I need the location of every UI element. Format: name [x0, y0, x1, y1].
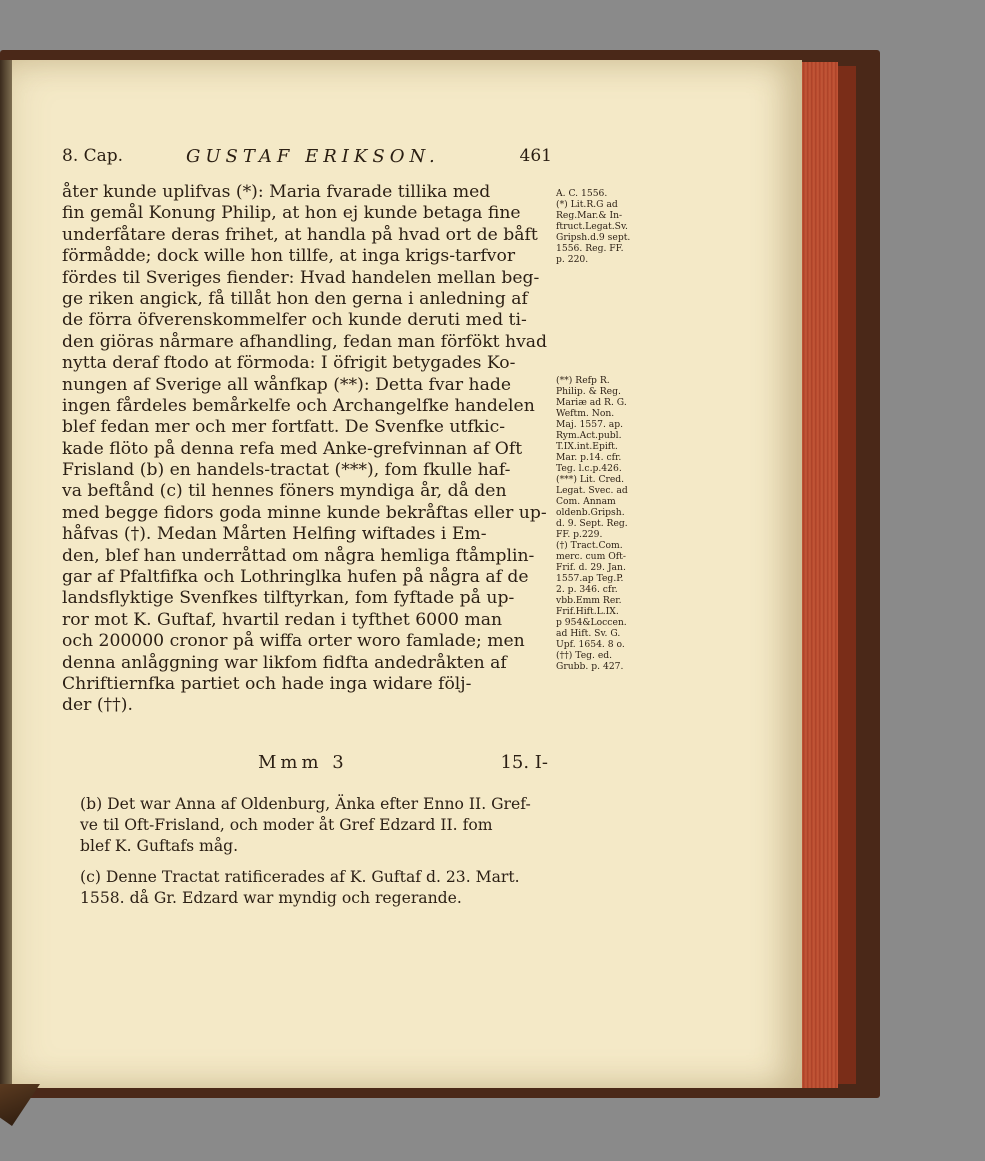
text-line: Chriftiernfka partiet och hade inga widare följ-	[62, 673, 472, 694]
margin-note-line	[556, 364, 644, 375]
margin-note-line	[556, 331, 644, 342]
text-line: Frisland (b) en handels-tractat (***), fom fkulle haf-	[62, 460, 511, 481]
margin-note-line	[556, 265, 644, 276]
margin-note-line: (†) Tract.Com.	[556, 540, 623, 551]
margin-note-line	[556, 342, 644, 353]
text-line: fin gemål Konung Philip, at hon ej kunde betaga fine	[62, 203, 521, 224]
footnote-line: blef K. Guftafs måg.	[80, 837, 239, 855]
marginal-notes	[556, 188, 644, 672]
footnote-gap	[80, 857, 550, 867]
margin-note-line: Frif.Hift.L.IX.	[556, 606, 619, 617]
text-line: ror mot K. Guftaf, hvartil redan i tyfthet 6000 man	[62, 609, 503, 630]
running-header	[62, 146, 552, 176]
text-line: landsflyktige Svenfkes tilftyrkan, fom fyftade på up-	[62, 588, 515, 609]
margin-note-line	[556, 276, 644, 287]
text-line: gar af Pfaltfifka och Lothringlka hufen på några af de	[62, 567, 529, 588]
text-line: underfåtare deras frihet, at handla på hvad ort de båft	[62, 224, 538, 245]
footnotes-block	[80, 794, 550, 909]
margin-note-line: Teg. l.c.p.426.	[556, 463, 622, 474]
margin-note-line: 1557.ap Teg.P.	[556, 573, 624, 584]
margin-note-line: (††) Teg. ed.	[556, 650, 613, 661]
margin-note-line: Rym.Act.publ.	[556, 430, 622, 441]
text-line: den, blef han underråttad om några hemliga ftåmplin-	[62, 545, 535, 566]
text-line: de förra öfverenskommelfer och kunde deruti med ti-	[62, 310, 527, 331]
text-line: kade flöto på denna refa med Anke-grefvinnan af Oft	[62, 438, 523, 459]
page-number: 461	[519, 146, 552, 166]
margin-note-line: Frif. d. 29. Jan.	[556, 562, 626, 573]
margin-note-line: A. C. 1556.	[556, 188, 608, 199]
margin-note-line: ad Hift. Sv. G.	[556, 628, 621, 639]
margin-note-line	[556, 287, 644, 298]
margin-note-line: Grubb. p. 427.	[556, 661, 624, 672]
text-line: förmådde; dock wille hon tillfe, at inga krigs-tarfvor	[62, 246, 516, 267]
margin-note-line: merc. cum Oft-	[556, 551, 626, 562]
margin-note-line: p. 220.	[556, 254, 589, 265]
text-line: nytta deraf ftodo at förmoda: I öfrigit betygades Ko-	[62, 353, 516, 374]
text-line: der (††).	[62, 695, 133, 716]
margin-note-line: T.IX.int.Epift.	[556, 441, 618, 452]
text-line: va beftånd (c) til hennes föners myndiga år, då den	[62, 481, 507, 502]
text-line: med begge fidors goda minne kunde bekråftas eller up-	[62, 502, 547, 523]
footnote-line: (c) Denne Tractat ratificerades af K. Guftaf d. 23. Mart.	[80, 868, 520, 886]
margin-note-line: Upf. 1654. 8 o.	[556, 639, 625, 650]
text-line: nungen af Sverige all wånfkap (**): Detta fvar hade	[62, 374, 512, 395]
page-foot-line	[62, 752, 554, 778]
footnote-line: (b) Det war Anna af Oldenburg, Änka efter Enno II. Gref-	[80, 795, 531, 813]
margin-note-line: Reg.Mar.& In-	[556, 210, 623, 221]
margin-note-line: Gripsh.d.9 sept.	[556, 232, 631, 243]
margin-note-line: Weftm. Non.	[556, 408, 615, 419]
margin-note-line: 1556. Reg. FF.	[556, 243, 624, 254]
footnote-line: 1558. då Gr. Edzard war myndig och regerande.	[80, 889, 462, 907]
text-line: fördes til Sveriges fiender: Hvad handelen mellan beg-	[62, 267, 540, 288]
margin-note-line	[556, 320, 644, 331]
footnote-line: ve til Oft-Frisland, och moder åt Gref Edzard II. fom	[80, 816, 493, 834]
margin-note-line: p 954&Loccen.	[556, 617, 627, 628]
catchword: 15. I-	[500, 752, 548, 773]
margin-note-line: FF. p.229.	[556, 529, 603, 540]
cover-edge	[838, 66, 856, 1084]
text-line: åter kunde uplifvas (*): Maria fvarade tillika med	[62, 182, 491, 202]
text-line: ingen fårdeles bemårkelfe och Archangelfke handelen	[62, 395, 535, 416]
margin-note-line: ftruct.Legat.Sv.	[556, 221, 628, 232]
margin-note-line: (**) Refp R.	[556, 375, 610, 386]
text-line: den giöras nårmare afhandling, fedan man förfökt hvad	[62, 331, 548, 352]
text-line: och 200000 cronor på wiffa orter woro famlade; men	[62, 631, 525, 652]
margin-note-line	[556, 353, 644, 364]
margin-note-line: vbb.Emm Rer.	[556, 595, 622, 606]
margin-note-line: oldenb.Gripsh.	[556, 507, 625, 518]
text-line: håfvas (†). Medan Mårten Helfing wiftades i Em-	[62, 524, 487, 545]
text-line: ge riken angick, få tillåt hon den gerna i anledning af	[62, 288, 528, 309]
margin-note-line	[556, 309, 644, 320]
main-text-block	[62, 182, 554, 717]
margin-note-line: Mariæ ad R. G.	[556, 397, 627, 408]
margin-note-line: d. 9. Sept. Reg.	[556, 518, 628, 529]
margin-note-line: Com. Annam	[556, 496, 616, 507]
margin-note-line	[556, 298, 644, 309]
margin-note-line: 2. p. 346. cfr.	[556, 584, 618, 595]
running-title: GUSTAF ERIKSON.	[186, 146, 440, 167]
text-line: blef fedan mer och mer fortfatt. De Svenfke utfkic-	[62, 417, 506, 438]
chapter-label: 8. Cap.	[62, 146, 124, 166]
text-line: denna anlåggning war likfom fidfta andedråkten af	[62, 652, 507, 673]
margin-note-line: Legat. Svec. ad	[556, 485, 628, 496]
margin-note-line: Mar. p.14. cfr.	[556, 452, 622, 463]
margin-note-line: (***) Lit. Cred.	[556, 474, 625, 485]
signature-mark: Mmm 3	[258, 752, 348, 773]
margin-note-line: Philip. & Reg.	[556, 386, 621, 397]
margin-note-line: Maj. 1557. ap.	[556, 419, 624, 430]
margin-note-line: (*) Lit.R.G ad	[556, 199, 618, 210]
